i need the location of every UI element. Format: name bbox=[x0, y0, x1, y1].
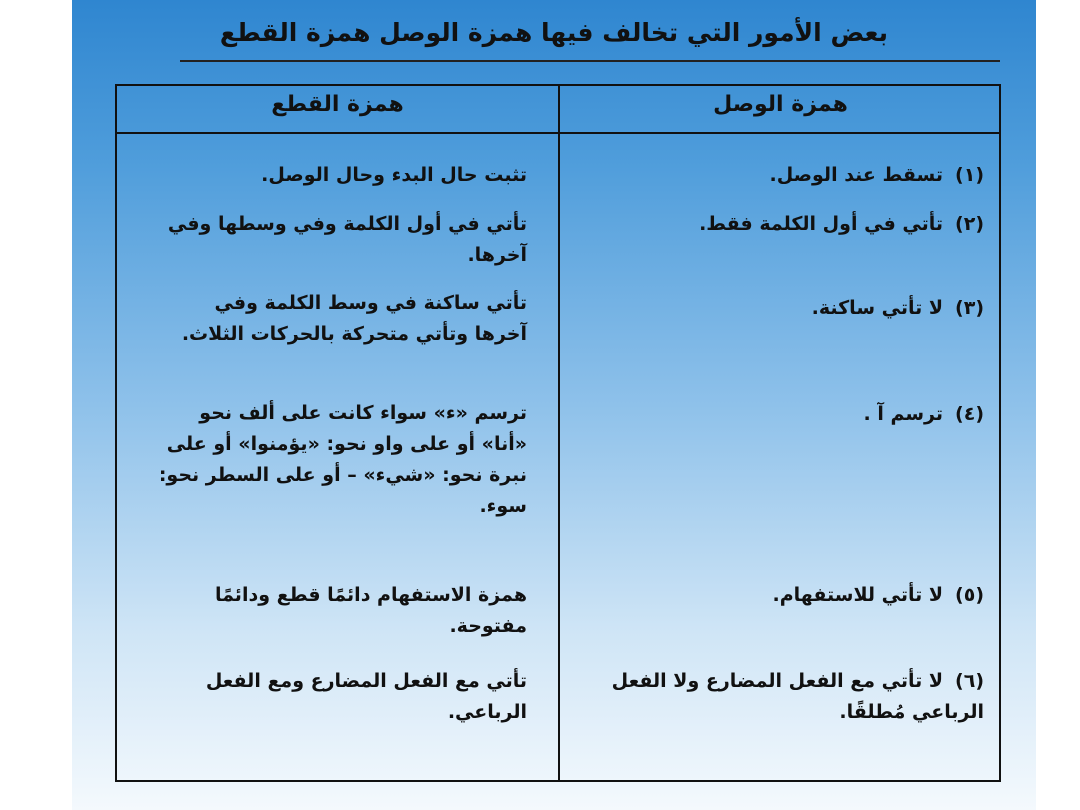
wasl-cell-5 bbox=[572, 580, 984, 611]
row-number: (٣) bbox=[955, 297, 984, 319]
qat-cell-3: تأتي ساكنة في وسط الكلمة وفي آخرها وتأتي متحركة بالحركات الثلاث. bbox=[181, 292, 527, 345]
header-hamzat-al-wasl: همزة الوصل bbox=[713, 92, 848, 117]
wasl-text: ترسم آ . bbox=[863, 403, 944, 425]
qat-cell-1: تثبت حال البدء وحال الوصل. bbox=[261, 164, 527, 186]
wasl-text: لا تأتي مع الفعل المضارع ولا الفعل الرباعي مُطلقًا. bbox=[611, 670, 984, 723]
wasl-text: لا تأتي ساكنة. bbox=[811, 297, 944, 319]
qat-cell-4: ترسم «ء» سواء كانت على ألف نحو «أنا» أو على واو نحو: «يؤمنوا» أو على نبرة نحو: «شيء» – أو على السطر نحو: سوء. bbox=[158, 402, 527, 517]
wasl-cell-4 bbox=[572, 399, 984, 430]
qat-cell-6: تأتي مع الفعل المضارع ومع الفعل الرباعي. bbox=[205, 670, 527, 723]
title-underline bbox=[180, 60, 1000, 62]
page-title: بعض الأمور التي تخالف فيها همزة الوصل همزة القطع bbox=[219, 18, 889, 47]
header-hamzat-al-qat: همزة القطع bbox=[271, 92, 404, 117]
wasl-cell-6 bbox=[572, 666, 984, 728]
wasl-text: تسقط عند الوصل. bbox=[769, 164, 944, 186]
row-number: (٥) bbox=[955, 584, 984, 606]
wasl-text: لا تأتي للاستفهام. bbox=[772, 584, 944, 606]
header-divider bbox=[117, 132, 999, 134]
row-number: (١) bbox=[955, 164, 984, 186]
comparison-table bbox=[115, 84, 1001, 782]
row-number: (٢) bbox=[955, 213, 984, 235]
row-number: (٦) bbox=[955, 670, 984, 692]
column-divider bbox=[558, 86, 560, 780]
wasl-cell-1 bbox=[572, 160, 984, 191]
wasl-cell-2 bbox=[572, 209, 984, 240]
wasl-text: تأتي في أول الكلمة فقط. bbox=[699, 213, 944, 235]
qat-cell-2: تأتي في أول الكلمة وفي وسطها وفي آخرها. bbox=[167, 213, 527, 266]
row-number: (٤) bbox=[955, 403, 984, 425]
qat-cell-5: همزة الاستفهام دائمًا قطع ودائمًا مفتوحة. bbox=[214, 584, 527, 637]
slide-background bbox=[72, 0, 1036, 810]
wasl-cell-3 bbox=[572, 293, 984, 324]
